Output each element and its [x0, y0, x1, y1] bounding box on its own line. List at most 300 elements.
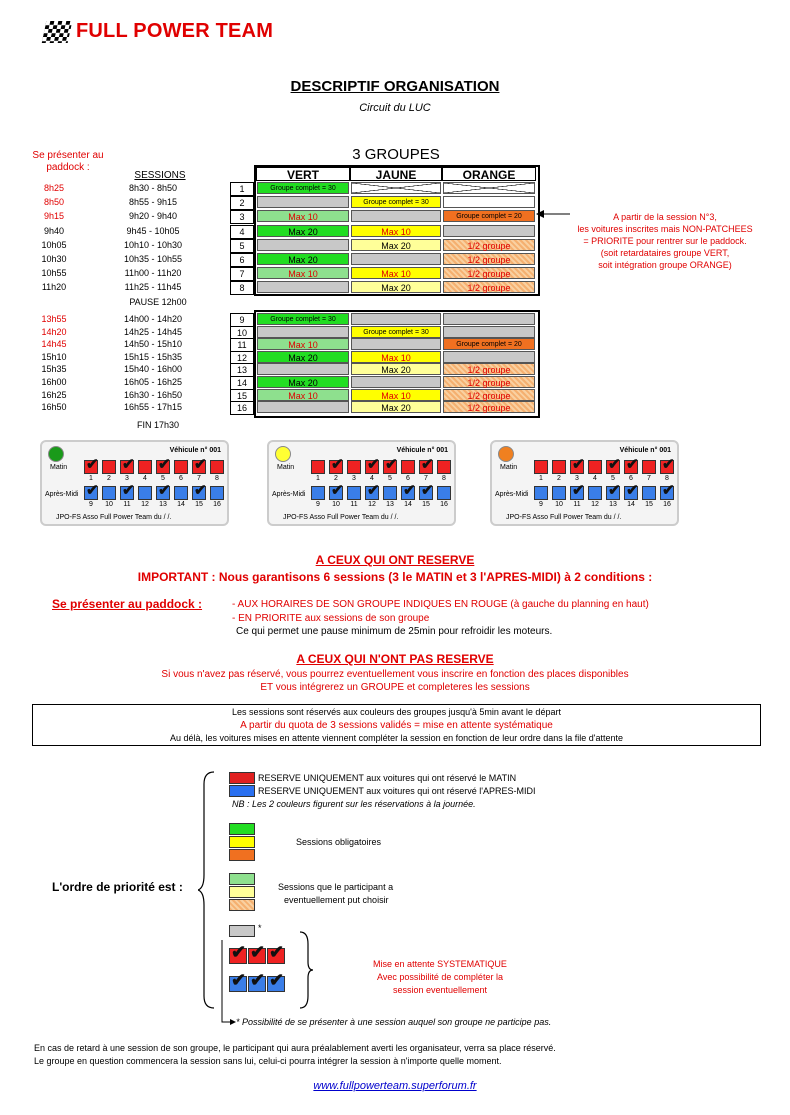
cell-jaune: Max 20 — [351, 401, 441, 413]
non-patched-note — [540, 211, 790, 271]
session-number: 8 — [230, 281, 254, 295]
brand-name: FULL POWER TEAM — [76, 20, 274, 42]
cell-orange: 1/2 groupe — [443, 363, 535, 375]
legend-nb: NB : Les 2 couleurs figurent sur les réservations à la journée. — [232, 799, 476, 809]
cell-vert: Groupe complet = 30 — [257, 182, 349, 194]
check-icon: ✔ — [608, 482, 621, 499]
session-number-label: 14 — [177, 501, 185, 508]
cell-orange: 1/2 groupe — [443, 239, 535, 251]
website-link[interactable]: www.fullpowerteam.superforum.fr — [313, 1080, 477, 1092]
morning-label: Matin — [277, 464, 295, 471]
session-number-label: 2 — [334, 475, 338, 482]
session-time: 10h10 - 10h30 — [123, 239, 183, 250]
session-number-label: 4 — [143, 475, 147, 482]
cell-vert: Max 10 — [257, 389, 349, 401]
morning-session-box — [365, 456, 380, 474]
session-time: 16h55 - 17h15 — [123, 402, 183, 413]
check-icon: ✔ — [367, 482, 380, 499]
cell-jaune: Max 20 — [351, 239, 441, 251]
morning-session-box — [570, 456, 585, 474]
arrival-time: 16h50 — [41, 402, 67, 413]
table-row — [0, 338, 540, 351]
afternoon-session-box — [120, 482, 135, 500]
cell-jaune — [351, 376, 441, 388]
legend-blue-square — [229, 785, 255, 797]
legend-optional-1: Sessions que le participant a — [278, 882, 394, 892]
group-color-dot — [498, 446, 514, 462]
session-number-label: 6 — [629, 475, 633, 482]
session-number-label: 16 — [440, 501, 448, 508]
session-time: 15h40 - 16h00 — [123, 364, 183, 375]
session-time: 11h00 - 11h20 — [124, 268, 182, 279]
cell-orange: 1/2 groupe — [443, 267, 535, 279]
pause-label: PAUSE 12h00 — [129, 297, 187, 307]
table-row — [0, 326, 540, 339]
legend-waiting-box — [248, 970, 266, 992]
session-number: 4 — [230, 225, 254, 239]
cell-vert: Max 10 — [257, 267, 349, 279]
arrival-time: 9h15 — [43, 211, 65, 222]
session-number: 10 — [230, 326, 254, 340]
session-time: 16h30 - 16h50 — [123, 389, 183, 400]
session-time: 14h50 - 15h10 — [123, 339, 183, 350]
afternoon-session-box — [660, 482, 675, 500]
afternoon-label: Après-Midi — [45, 491, 79, 498]
footnote-arrow-icon — [218, 940, 238, 1030]
morning-session-box — [192, 456, 207, 474]
legend-afternoon: RESERVE UNIQUEMENT aux voitures qui ont réservé l'APRES-MIDI — [258, 786, 536, 796]
cell-vert — [257, 326, 349, 338]
session-time: 15h15 - 15h35 — [123, 351, 183, 362]
check-icon: ✔ — [194, 456, 207, 473]
check-icon: ✔ — [572, 482, 585, 499]
afternoon-session-box — [570, 482, 585, 500]
morning-session-box — [552, 460, 566, 474]
card-footer: JPO-FS Asso Full Power Team du / /. — [506, 514, 622, 521]
priority-label: L'ordre de priorité est : — [52, 880, 183, 894]
check-icon: ✔ — [231, 970, 247, 990]
check-icon: ✔ — [367, 456, 380, 473]
morning-session-box — [174, 460, 188, 474]
afternoon-session-box — [84, 482, 99, 500]
cell-orange — [443, 351, 535, 363]
morning-session-box — [84, 456, 99, 474]
check-icon: ✔ — [250, 970, 266, 990]
session-time: 10h35 - 10h55 — [123, 254, 183, 264]
table-row — [0, 313, 540, 326]
session-time: 11h25 - 11h45 — [124, 282, 182, 293]
morning-session-box — [660, 456, 675, 474]
cell-jaune: Max 10 — [351, 267, 441, 279]
legend-star: * — [258, 923, 262, 933]
morning-session-box — [156, 456, 171, 474]
afternoon-session-box — [192, 482, 207, 500]
session-number: 9 — [230, 313, 254, 327]
arrival-time: 15h35 — [41, 364, 67, 375]
afternoon-session-box — [311, 486, 325, 500]
check-icon: ✔ — [608, 456, 621, 473]
document-title: DESCRIPTIF ORGANISATION — [290, 78, 500, 95]
cell-orange — [443, 313, 535, 325]
cell-vert — [257, 401, 349, 413]
cell-orange: 1/2 groupe — [443, 281, 535, 293]
check-icon: ✔ — [158, 482, 171, 499]
morning-session-box — [624, 456, 639, 474]
morning-session-box — [606, 456, 621, 474]
groups-title: 3 GROUPES — [352, 146, 440, 163]
session-number: 16 — [230, 401, 254, 415]
session-number-label: 15 — [422, 501, 430, 508]
session-number: 14 — [230, 376, 254, 390]
session-number-label: 5 — [161, 475, 165, 482]
session-number-label: 4 — [593, 475, 597, 482]
check-icon: ✔ — [421, 482, 434, 499]
col-header-vert: VERT — [256, 167, 350, 181]
condition-1: - AUX HORAIRES DE SON GROUPE INDIQUES EN ROUGE (à gauche du planning en haut) — [232, 599, 649, 610]
arrival-time: 15h10 — [41, 351, 67, 362]
afternoon-session-box — [401, 482, 416, 500]
cell-orange: 1/2 groupe — [443, 253, 535, 265]
cell-orange — [443, 182, 535, 194]
check-icon: ✔ — [662, 456, 675, 473]
condition-3: Ce qui permet une pause minimum de 25min pour refroidir les moteurs. — [236, 626, 553, 637]
legend-lightgreen-square — [229, 873, 255, 885]
legend-optional-2: eventuellement put choisir — [284, 895, 389, 905]
note-line: les voitures inscrites mais NON-PATCHEES — [577, 224, 753, 234]
condition-2: - EN PRIORITE aux sessions de son groupe — [232, 613, 430, 624]
legend-waiting-box — [267, 970, 285, 992]
afternoon-session-box — [606, 482, 621, 500]
afternoon-session-box — [329, 482, 344, 500]
table-row — [0, 225, 540, 238]
brand-logo — [44, 20, 273, 43]
cell-jaune — [351, 210, 441, 222]
arrival-time: 11h20 — [41, 282, 67, 293]
cell-vert: Max 10 — [257, 210, 349, 222]
legend-mandatory: Sessions obligatoires — [296, 837, 382, 847]
table-row — [0, 363, 540, 376]
left-brace-icon — [198, 770, 218, 1010]
arrival-time: 16h25 — [41, 389, 67, 400]
reservation-card — [490, 440, 679, 526]
sessions-label: SESSIONS — [134, 170, 186, 181]
table-row — [0, 389, 540, 402]
card-footer: JPO-FS Asso Full Power Team du / /. — [283, 514, 399, 521]
session-number-label: 11 — [350, 501, 358, 508]
morning-session-box — [401, 460, 415, 474]
table-row — [0, 376, 540, 389]
cell-vert: Max 10 — [257, 338, 349, 350]
check-icon: ✔ — [122, 456, 135, 473]
session-number-label: 9 — [89, 501, 93, 508]
session-number-label: 2 — [557, 475, 561, 482]
arrival-time: 14h20 — [41, 326, 67, 337]
cell-vert: Max 20 — [257, 253, 349, 265]
session-time: 8h55 - 9h15 — [128, 197, 178, 208]
session-number-label: 13 — [386, 501, 394, 508]
afternoon-session-box — [156, 482, 171, 500]
group-color-dot — [275, 446, 291, 462]
check-icon: ✔ — [331, 482, 344, 499]
session-number-label: 1 — [316, 475, 320, 482]
morning-session-box — [383, 456, 398, 474]
table-row — [0, 210, 540, 223]
session-time: 14h25 - 14h45 — [123, 326, 183, 337]
footnote: * Possibilité de se présenter à une session auquel son groupe ne participe pas. — [236, 1017, 552, 1027]
check-icon: ✔ — [626, 456, 639, 473]
session-number-label: 9 — [316, 501, 320, 508]
session-number-label: 11 — [123, 501, 131, 508]
session-number-label: 10 — [555, 501, 563, 508]
session-number: 15 — [230, 389, 254, 403]
session-number: 13 — [230, 363, 254, 377]
waiting-line: Avec possibilité de compléter la — [377, 972, 503, 982]
session-number-label: 1 — [539, 475, 543, 482]
note-line: A partir de la session N°3, — [613, 212, 717, 222]
arrival-time: 9h40 — [43, 225, 65, 236]
nonreserve-line2: ET vous intégrerez un GROUPE et completeres les sessions — [260, 682, 530, 693]
cell-orange: Groupe complet = 20 — [443, 338, 535, 350]
session-time: 8h30 - 8h50 — [128, 183, 178, 193]
afternoon-session-box — [588, 486, 602, 500]
table-row — [0, 239, 540, 252]
check-icon: ✔ — [158, 456, 171, 473]
session-number-label: 12 — [141, 501, 149, 508]
session-number: 2 — [230, 196, 254, 210]
session-number-label: 13 — [609, 501, 617, 508]
cell-vert: Max 20 — [257, 376, 349, 388]
document-subtitle: Circuit du LUC — [359, 102, 431, 114]
rules-box — [32, 704, 761, 746]
cell-orange — [443, 326, 535, 338]
afternoon-session-box — [624, 482, 639, 500]
session-number-label: 4 — [370, 475, 374, 482]
fin-label: FIN 17h30 — [136, 420, 180, 430]
cell-jaune — [351, 182, 441, 194]
waiting-note — [340, 958, 540, 997]
session-number-label: 1 — [89, 475, 93, 482]
cell-orange — [443, 225, 535, 237]
session-number-label: 7 — [424, 475, 428, 482]
cell-jaune: Max 20 — [351, 281, 441, 293]
cell-jaune: Groupe complet = 30 — [351, 326, 441, 338]
reservation-card — [40, 440, 229, 526]
check-icon: ✔ — [269, 942, 285, 962]
check-icon: ✔ — [122, 482, 135, 499]
afternoon-session-box — [174, 486, 188, 500]
check-icon: ✔ — [403, 482, 416, 499]
cell-jaune: Max 10 — [351, 225, 441, 237]
session-number: 5 — [230, 239, 254, 253]
session-number: 7 — [230, 267, 254, 281]
session-number-label: 9 — [539, 501, 543, 508]
paddock-label: Se présenter au paddock : — [52, 597, 203, 611]
session-number-label: 3 — [352, 475, 356, 482]
session-number: 12 — [230, 351, 254, 365]
session-number-label: 13 — [159, 501, 167, 508]
cell-orange: Groupe complet = 20 — [443, 210, 535, 222]
arrival-time: 10h05 — [41, 239, 67, 250]
cell-vert: Max 20 — [257, 351, 349, 363]
cell-vert — [257, 363, 349, 375]
afternoon-session-box — [552, 486, 566, 500]
legend-morning: RESERVE UNIQUEMENT aux voitures qui ont réservé le MATIN — [258, 773, 517, 783]
legend-waiting-box — [267, 942, 285, 964]
cell-orange: 1/2 groupe — [443, 376, 535, 388]
reserve-title: A CEUX QUI ONT RESERVE — [315, 553, 475, 567]
afternoon-label: Après-Midi — [272, 491, 306, 498]
afternoon-session-box — [138, 486, 152, 500]
morning-session-box — [138, 460, 152, 474]
table-row — [0, 281, 540, 294]
cell-jaune — [351, 338, 441, 350]
legend-red-square — [229, 772, 255, 784]
cell-orange — [443, 196, 535, 208]
morning-session-box — [419, 456, 434, 474]
morning-label: Matin — [500, 464, 518, 471]
reservation-card — [267, 440, 456, 526]
legend-green-square — [229, 823, 255, 835]
note-line: = PRIORITE pour rentrer sur le paddock. — [583, 236, 747, 246]
col-header-orange: ORANGE — [442, 167, 536, 181]
cell-jaune: Max 10 — [351, 351, 441, 363]
session-number: 1 — [230, 182, 254, 196]
session-number-label: 15 — [645, 501, 653, 508]
cell-vert — [257, 196, 349, 208]
footer-line2: Le groupe en question commencera la session sans lui, celui-ci pourra intégrer la session à n'importe quelle moment. — [34, 1056, 502, 1066]
check-icon: ✔ — [421, 456, 434, 473]
rules-line3: Au délà, les voitures mises en attente viennent compléter la session en fonction de leur ordre dans la file d'attente — [170, 733, 623, 743]
cell-jaune: Max 10 — [351, 389, 441, 401]
check-icon: ✔ — [250, 942, 266, 962]
afternoon-session-box — [347, 486, 361, 500]
table-row — [0, 196, 540, 209]
waiting-line: Mise en attente SYSTEMATIQUE — [373, 959, 507, 969]
morning-session-box — [642, 460, 656, 474]
arrival-time: 10h55 — [41, 268, 67, 279]
cell-jaune — [351, 313, 441, 325]
arrival-time: 8h50 — [43, 197, 65, 208]
legend-waiting-box — [248, 942, 266, 964]
nonreserve-line1: Si vous n'avez pas réservé, vous pourrez eventuellement vous inscrire en fonction des places disponibles — [161, 669, 629, 680]
session-number-label: 7 — [197, 475, 201, 482]
session-number: 3 — [230, 210, 254, 224]
session-number: 6 — [230, 253, 254, 267]
table-row — [0, 253, 540, 266]
vehicle-number: Véhicule n° 001 — [169, 447, 221, 454]
cell-jaune: Max 20 — [351, 363, 441, 375]
arrival-time: 10h30 — [41, 254, 67, 264]
table-row — [0, 267, 540, 280]
check-icon: ✔ — [269, 970, 285, 990]
cell-orange: 1/2 groupe — [443, 389, 535, 401]
group-color-dot — [48, 446, 64, 462]
note-line: (soit retardataires groupe VERT, — [600, 248, 730, 258]
session-number-label: 8 — [215, 475, 219, 482]
session-time: 9h20 - 9h40 — [128, 211, 178, 222]
legend-lightyellow-square — [229, 886, 255, 898]
cell-orange: 1/2 groupe — [443, 401, 535, 413]
afternoon-session-box — [210, 486, 224, 500]
cell-jaune — [351, 253, 441, 265]
session-number-label: 6 — [406, 475, 410, 482]
cell-vert: Groupe complet = 30 — [257, 313, 349, 325]
arrival-time: 14h45 — [41, 339, 67, 350]
legend-orange-square — [229, 849, 255, 861]
afternoon-session-box — [642, 486, 656, 500]
arrival-time: 16h00 — [41, 377, 67, 387]
session-number-label: 6 — [179, 475, 183, 482]
afternoon-session-box — [419, 482, 434, 500]
table-row — [0, 401, 540, 414]
afternoon-session-box — [102, 486, 116, 500]
morning-session-box — [347, 460, 361, 474]
check-icon: ✔ — [331, 456, 344, 473]
vehicle-number: Véhicule n° 001 — [619, 447, 671, 454]
cell-jaune: Groupe complet = 30 — [351, 196, 441, 208]
check-icon: ✔ — [194, 482, 207, 499]
session-number-label: 14 — [404, 501, 412, 508]
session-number-label: 8 — [442, 475, 446, 482]
session-number-label: 7 — [647, 475, 651, 482]
session-number-label: 12 — [368, 501, 376, 508]
session-number-label: 3 — [125, 475, 129, 482]
arrival-time: 13h55 — [41, 314, 67, 324]
col-header-jaune: JAUNE — [350, 167, 442, 181]
morning-session-box — [437, 460, 451, 474]
session-number-label: 5 — [611, 475, 615, 482]
legend-gray-square — [229, 925, 255, 937]
reserve-important: IMPORTANT : Nous garantisons 6 sessions (3 le MATIN et 3 l'APRES-MIDI) à 2 conditions : — [137, 570, 653, 584]
session-number-label: 12 — [591, 501, 599, 508]
check-icon: ✔ — [572, 456, 585, 473]
cell-vert: Max 20 — [257, 225, 349, 237]
morning-session-box — [588, 460, 602, 474]
afternoon-session-box — [534, 486, 548, 500]
check-icon: ✔ — [231, 942, 247, 962]
rules-line1: Les sessions sont réservés aux couleurs des groupes jusqu'à 5min avant le départ — [232, 707, 561, 717]
session-time: 16h05 - 16h25 — [123, 377, 183, 387]
session-number-label: 10 — [332, 501, 340, 508]
session-number-label: 5 — [388, 475, 392, 482]
card-footer: JPO-FS Asso Full Power Team du / /. — [56, 514, 172, 521]
check-icon: ✔ — [86, 482, 99, 499]
table-row — [0, 182, 540, 195]
morning-session-box — [311, 460, 325, 474]
session-number-label: 16 — [663, 501, 671, 508]
table-row — [0, 351, 540, 364]
session-time: 9h45 - 10h05 — [126, 225, 180, 236]
afternoon-session-box — [383, 486, 397, 500]
morning-session-box — [329, 456, 344, 474]
present-label: Se présenter au paddock : — [32, 150, 104, 173]
session-number: 11 — [230, 338, 254, 352]
morning-session-box — [210, 460, 224, 474]
legend-yellow-square — [229, 836, 255, 848]
session-number-label: 15 — [195, 501, 203, 508]
right-brace-icon — [298, 930, 314, 1010]
session-number-label: 11 — [573, 501, 581, 508]
checkered-flag-icon — [42, 21, 73, 43]
session-number-label: 10 — [105, 501, 113, 508]
session-number-label: 3 — [575, 475, 579, 482]
morning-label: Matin — [50, 464, 68, 471]
cell-vert — [257, 281, 349, 293]
arrival-time: 8h25 — [43, 183, 65, 193]
morning-session-box — [534, 460, 548, 474]
check-icon: ✔ — [385, 456, 398, 473]
nonreserve-title: A CEUX QUI N'ONT PAS RESERVE — [296, 652, 494, 666]
